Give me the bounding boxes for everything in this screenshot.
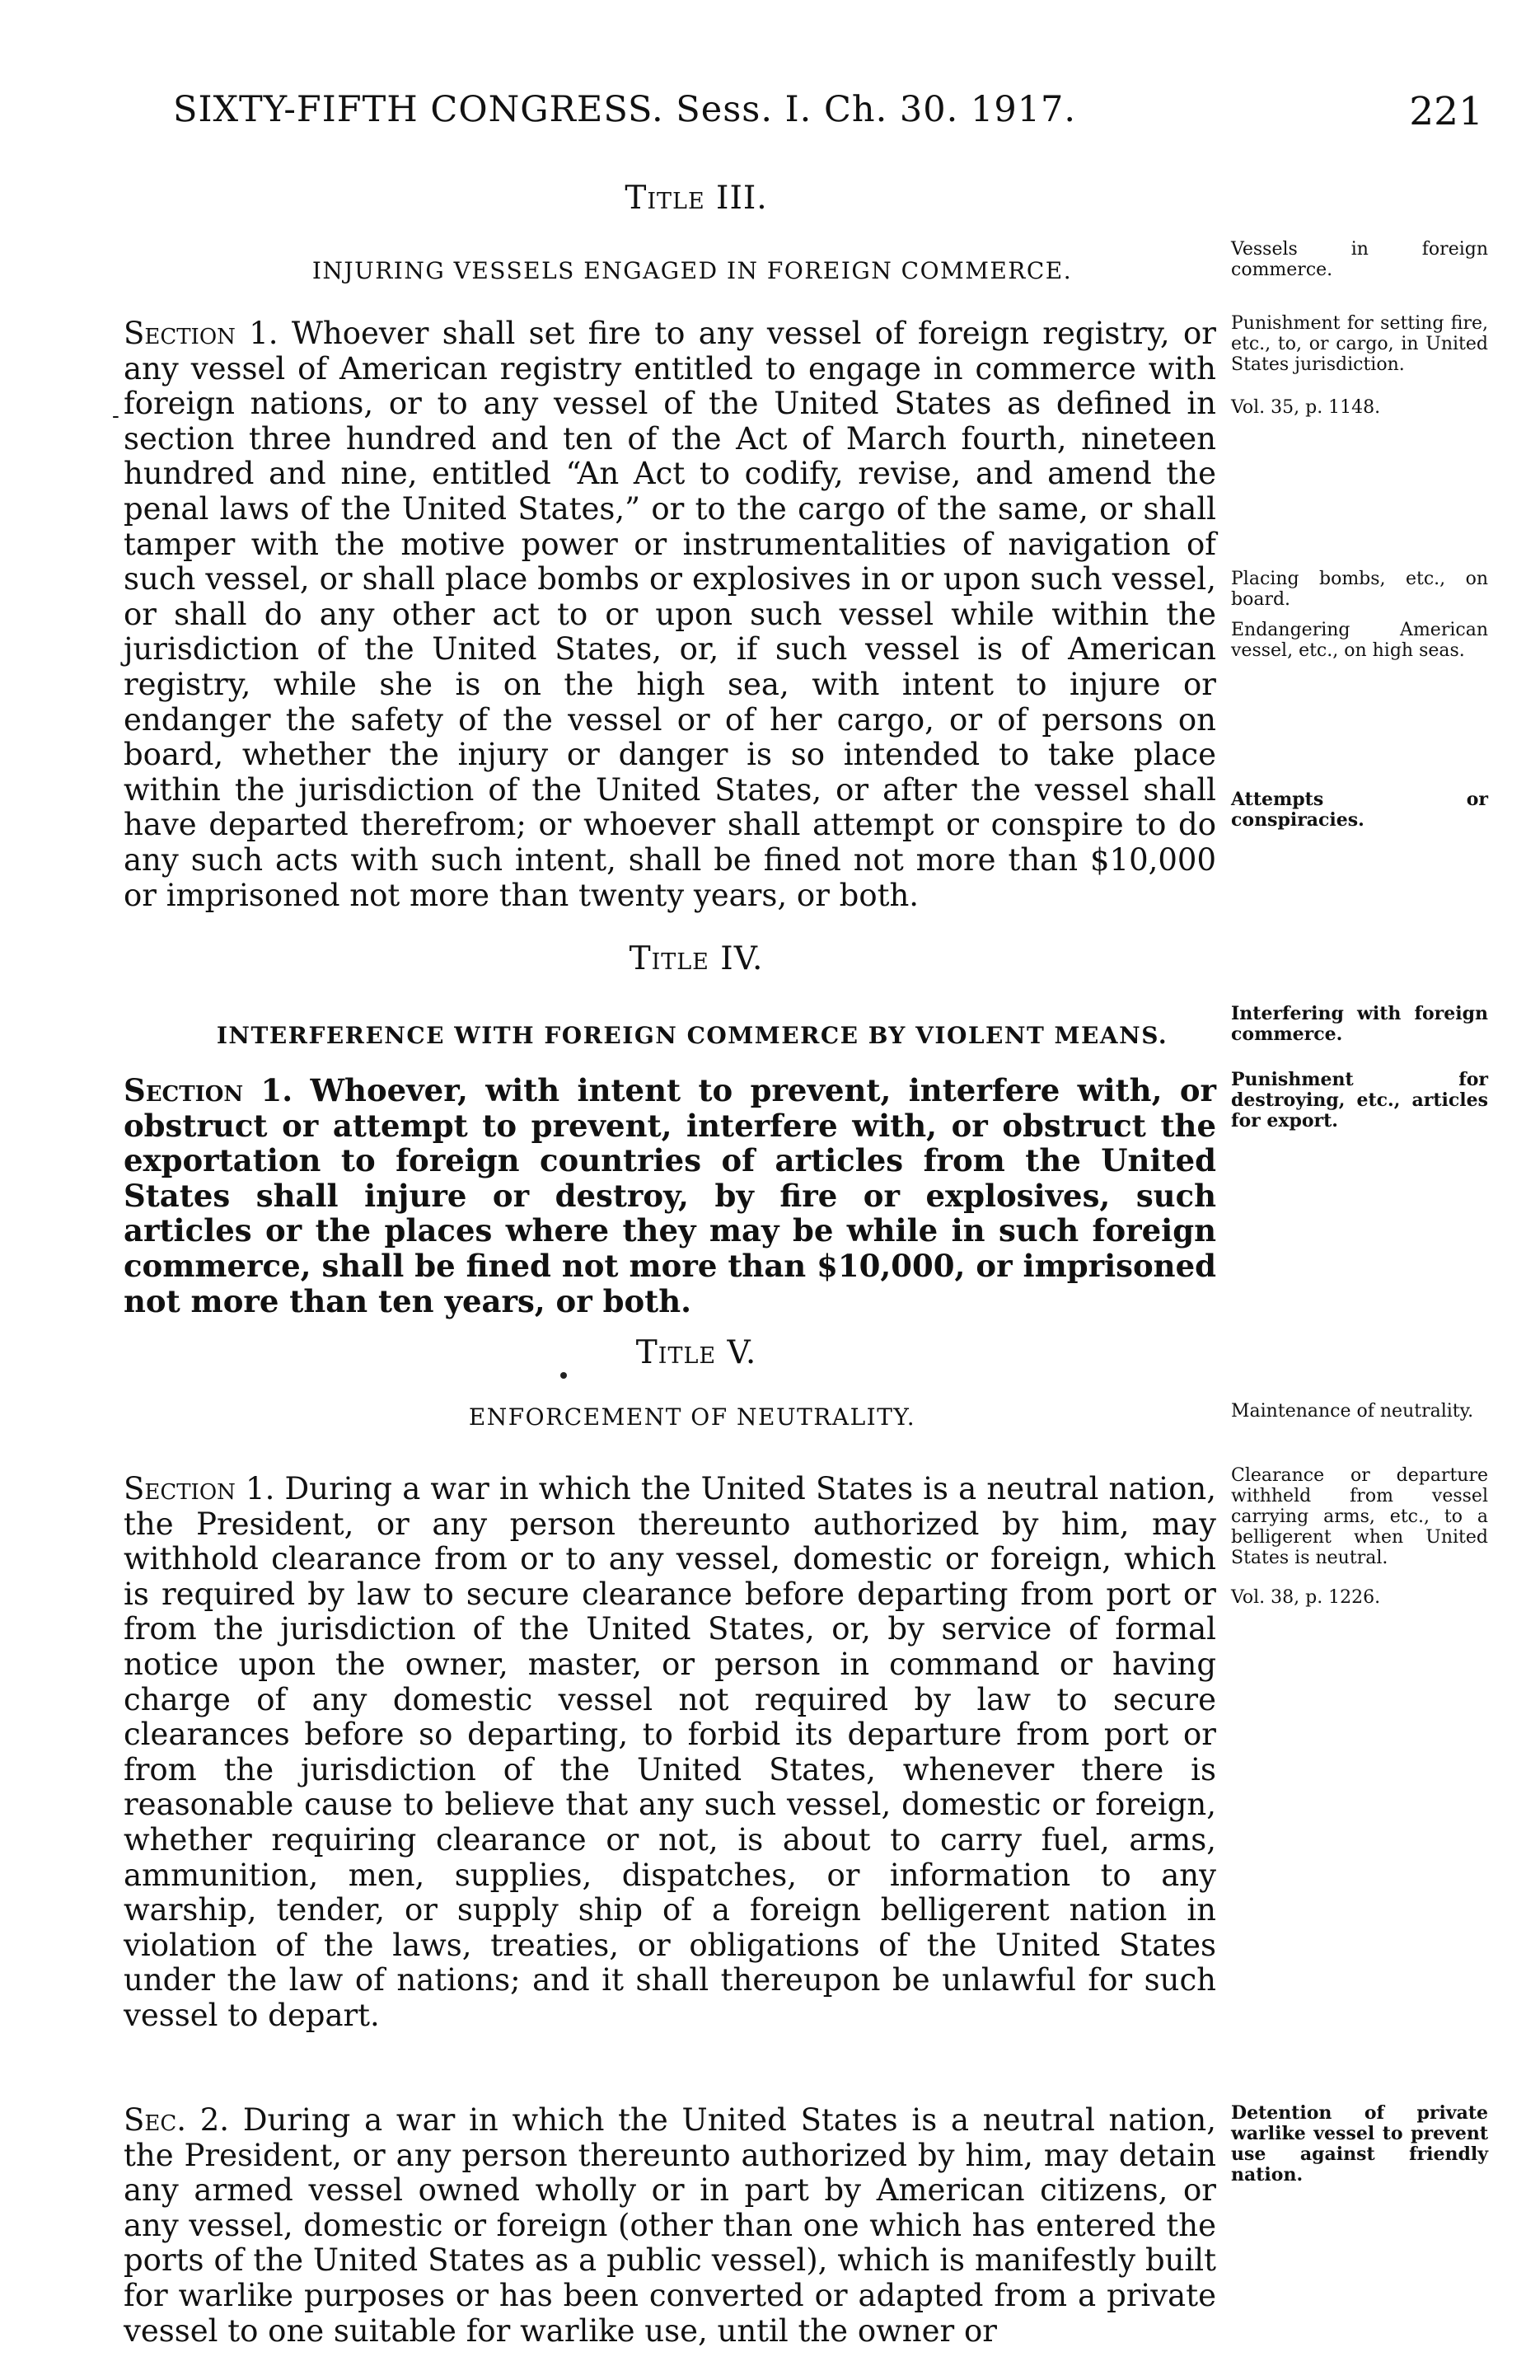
margin-note-punishment-fire: Punishment for setting fire, etc., to, or cargo, in United States jurisdiction.: [1231, 313, 1488, 375]
title-v-heading: Title V.: [635, 1334, 757, 1371]
margin-note-citation-38: Vol. 38, p. 1226.: [1231, 1587, 1381, 1608]
printer-dot: [560, 1372, 567, 1379]
title-iii-section-1: [124, 316, 1216, 913]
margin-note-placing-bombs: Placing bombs, etc., on board.: [1231, 569, 1488, 610]
section-text: During a war in which the United States is a neutral nation, the President, or any person thereunto authorized by him, may withhold clearance from or to any vessel, domestic or foreign, which is required by law to secure clearance before departing from port or from the jurisdiction of the United States, or, by service of formal notice upon the owner, master, or person in command or having charge of any domestic vessel not required by law to secure clearances before so departing, to forbid its departure from port or from the jurisdiction of the United States, whenever there is reasonable cause to believe that any such vessel, domestic or foreign, whether requiring clearance or not, is about to carry fuel, arms, ammunition, men, supplies, dispatches, or information to any warship, tender, or supply ship of a foreign belligerent nation in violation of the laws, treaties, or obligations of the United States under the law of nations; and it shall thereupon be unlawful for such vessel to depart.: [124, 1471, 1216, 2033]
page-header: [173, 89, 1483, 147]
margin-note-citation-35: Vol. 35, p. 1148.: [1231, 397, 1381, 418]
title-v-section-2: [124, 2103, 1216, 2349]
section-label: Section 1.: [124, 316, 279, 351]
page-number: 221: [1409, 89, 1483, 134]
margin-note-interfering: Interfering with foreign commerce.: [1231, 1003, 1488, 1045]
title-iii-heading: Title III.: [625, 180, 768, 217]
margin-note-clearance: Clearance or departure withheld from vessel carrying arms, etc., to a belligerent when United States is neutral.: [1231, 1465, 1488, 1568]
margin-note-attempts: Attempts or conspiracies.: [1231, 789, 1488, 831]
section-text: Whoever, with intent to prevent, interfere with, or obstruct or attempt to prevent, interfere with, or obstruct the exportation to foreign countries of articles from the United States shall injure or destroy, by fire or explosives, such articles or the places where they may be while in such foreign commerce, shall be fined not more than $10,000, or imprisoned not more than ten years, or both.: [124, 1072, 1216, 1319]
running-head: SIXTY-FIFTH CONGRESS. Sess. I. Ch. 30. 1917.: [173, 89, 1077, 130]
section-text: Whoever shall set fire to any vessel of foreign registry, or any vessel of American registry entitled to engage in commerce with foreign nations, or to any vessel of the United States as defined in section three hundred and ten of the Act of March fourth, nineteen hundred and nine, entitled “An Act to codify, revise, and amend the penal laws of the United States,” or to the cargo of the same, or shall tamper with the motive power or instrumentalities of navigation of such vessel, or shall place bombs or explosives in or upon such vessel, or shall do any other act to or upon such vessel while within the jurisdiction of the United States, or, if such vessel is of American registry, while she is on the high sea, with intent to injure or endanger the safety of the vessel or of her cargo, or of persons on board, whether the injury or danger is so intended to take place within the jurisdiction of the United States, or after the vessel shall have departed therefrom; or whoever shall attempt or conspire to do any such acts with such intent, shall be fined not more than $10,000 or imprisoned not more than twenty years, or both.: [124, 316, 1216, 913]
title-iv-heading: Title IV.: [629, 940, 764, 977]
margin-note-punishment-destroying: Punishment for destroying, etc., articles for export.: [1231, 1069, 1488, 1131]
margin-note-detention: Detention of private warlike vessel to prevent use against friendly nation.: [1231, 2102, 1488, 2186]
title-v-subhead: ENFORCEMENT OF NEUTRALITY.: [468, 1403, 916, 1431]
title-v-section-1: [124, 1472, 1216, 2034]
section-label: Section 1.: [124, 1072, 293, 1108]
section-label: Section 1.: [124, 1471, 275, 1506]
title-iv-section-1: [124, 1073, 1216, 1319]
margin-note-endangering: Endangering American vessel, etc., on high seas.: [1231, 620, 1488, 661]
title-iv-subhead: INTERFERENCE WITH FOREIGN COMMERCE BY VIOLENT MEANS.: [216, 1022, 1168, 1049]
margin-note-neutrality: Maintenance of neutrality.: [1231, 1401, 1474, 1422]
margin-tick: -: [112, 404, 119, 429]
margin-note-vessels: Vessels in foreign commerce.: [1231, 239, 1488, 280]
title-iii-subhead: INJURING VESSELS ENGAGED IN FOREIGN COMMERCE.: [311, 257, 1073, 284]
section-text: During a war in which the United States is a neutral nation, the President, or any person thereunto authorized by him, may detain any armed vessel owned wholly or in part by American citizens, or any vessel, domestic or foreign (other than one which has entered the ports of the United States as a public vessel), which is manifestly built for warlike purposes or has been converted or adapted from a private vessel to one suitable for warlike use, until the owner or: [124, 2102, 1216, 2349]
section-label: Sec. 2.: [124, 2102, 230, 2138]
